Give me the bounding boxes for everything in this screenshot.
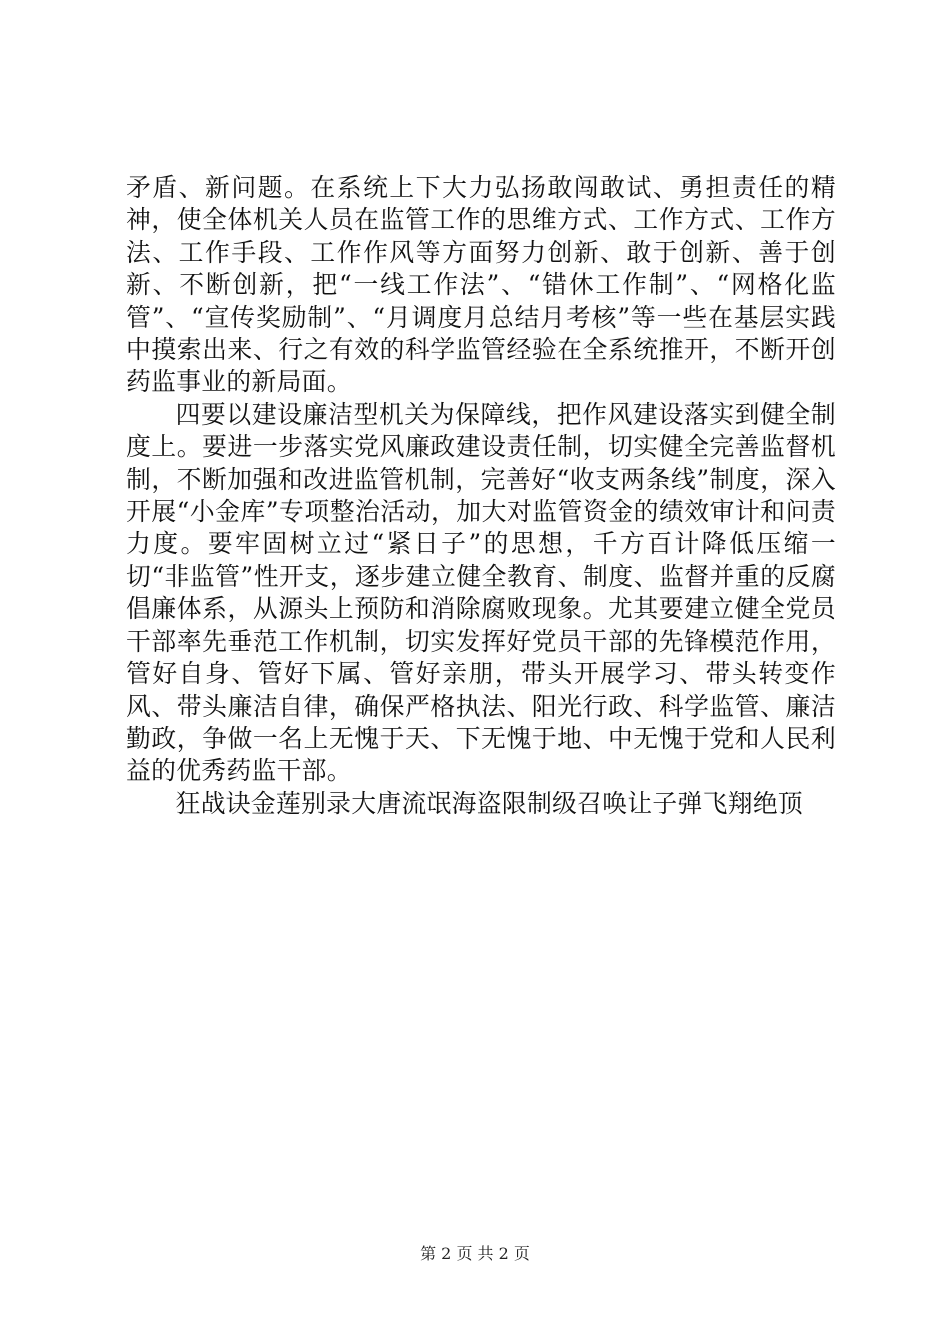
paragraph-section-four: 四要以建设廉洁型机关为保障线，把作风建设落实到健全制度上。要进一步落实党风廉政建设责任制，切实健全完善监督机制，不断加强和改进监管机制，完善好“收支两条线”制度，深入开展“小金库”专项整治活动，加大对监管资金的绩效审计和问责力度。要牢固树立过“紧日子”的思想，千方百计降低压缩一切“非监管”性开支，逐步建立健全教育、制度、监督并重的反腐倡廉体系，从源头上预防和消除腐败现象。尤其要建立健全党员干部率先垂范工作机制，切实发挥好党员干部的先锋模范作用，管好自身、管好下属、管好亲朋，带头开展学习、带头转变作风、带头廉洁自律，确保严格执法、阳光行政、科学监管、廉洁勤政，争做一名上无愧于天、下无愧于地、中无愧于党和人民利益的优秀药监干部。 bbox=[126, 399, 836, 786]
document-body bbox=[126, 172, 836, 820]
paragraph-trailing-text: 狂战诀金莲别录大唐流氓海盗限制级召唤让子弹飞翔绝顶 bbox=[175, 788, 804, 818]
paragraph-continuation: 矛盾、新问题。在系统上下大力弘扬敢闯敢试、勇担责任的精神，使全体机关人员在监管工作的思维方式、工作方式、工作方法、工作手段、工作作风等方面努力创新、敢于创新、善于创新、不断创新，把“一线工作法”、“错休工作制”、“网格化监管”、“宣传奖励制”、“月调度月总结月考核”等一些在基层实践中摸索出来、行之有效的科学监管经验在全系统推开，不断开创药监事业的新局面。 bbox=[126, 173, 836, 397]
page-number-footer: 第 2 页 共 2 页 bbox=[420, 1244, 530, 1263]
